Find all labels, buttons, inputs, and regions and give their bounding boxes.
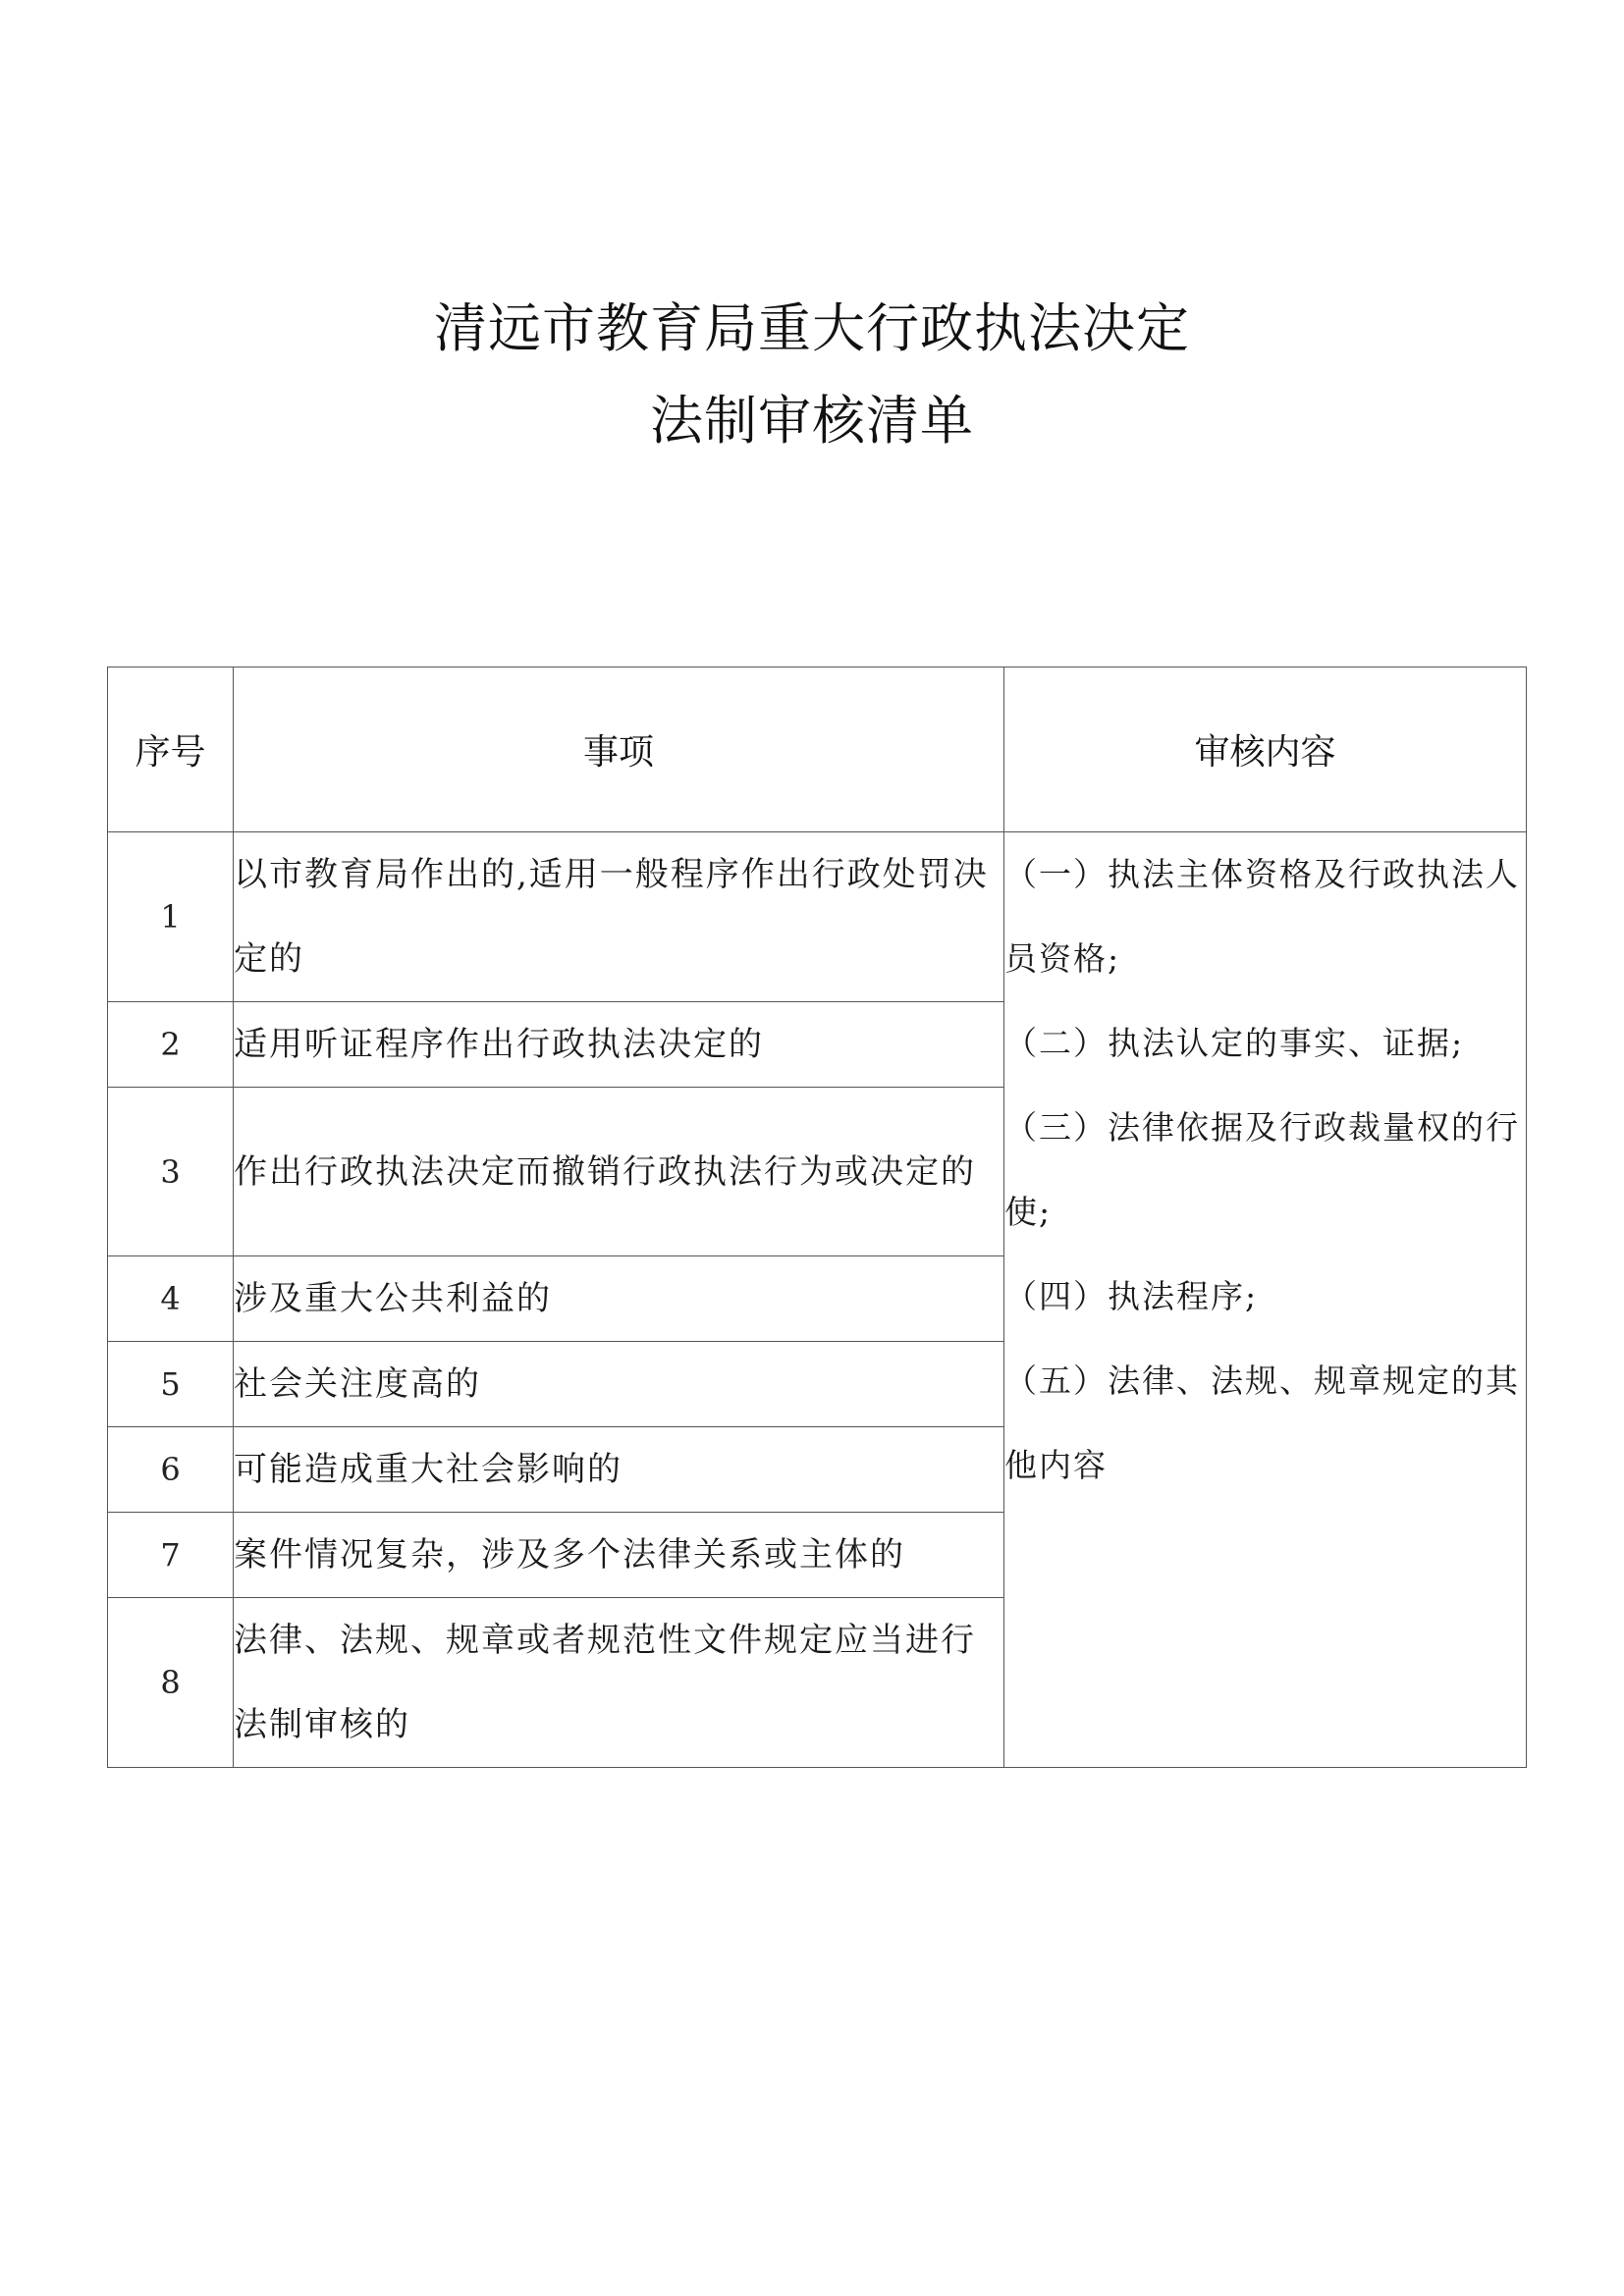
review-content-item: （三）法律依据及行政裁量权的行使; — [1004, 1108, 1520, 1231]
table-header-row — [108, 667, 1527, 832]
row-number: 8 — [108, 1598, 234, 1768]
row-number: 6 — [108, 1427, 234, 1513]
row-item: 法律、法规、规章或者规范性文件规定应当进行法制审核的 — [234, 1598, 1004, 1768]
row-number: 7 — [108, 1513, 234, 1598]
document-title — [0, 283, 1624, 467]
row-number: 2 — [108, 1002, 234, 1088]
review-content-item: （一）执法主体资格及行政执法人员资格; — [1004, 855, 1520, 978]
title-line-2: 法制审核清单 — [650, 390, 974, 452]
row-item: 涉及重大公共利益的 — [234, 1256, 1004, 1342]
row-number: 1 — [108, 832, 234, 1002]
title-line-1: 清远市教育局重大行政执法决定 — [434, 297, 1190, 359]
review-content-item: （五）法律、法规、规章规定的其他内容 — [1004, 1362, 1520, 1484]
row-item: 可能造成重大社会影响的 — [234, 1427, 1004, 1513]
row-number: 5 — [108, 1342, 234, 1427]
row-item: 适用听证程序作出行政执法决定的 — [234, 1002, 1004, 1088]
table-row — [108, 832, 1527, 1002]
header-content: 审核内容 — [1004, 667, 1527, 832]
review-content-item: （四）执法程序; — [1004, 1277, 1259, 1315]
row-item: 以市教育局作出的,适用一般程序作出行政处罚决定的 — [234, 832, 1004, 1002]
row-number: 4 — [108, 1256, 234, 1342]
review-table — [107, 667, 1527, 1768]
row-item: 社会关注度高的 — [234, 1342, 1004, 1427]
header-item: 事项 — [234, 667, 1004, 832]
row-number: 3 — [108, 1088, 234, 1256]
review-content-item: （二）执法认定的事实、证据; — [1004, 1024, 1465, 1062]
header-seq: 序号 — [108, 667, 234, 832]
review-content-cell — [1004, 832, 1527, 1768]
row-item: 案件情况复杂，涉及多个法律关系或主体的 — [234, 1513, 1004, 1598]
row-item: 作出行政执法决定而撤销行政执法行为或决定的 — [234, 1088, 1004, 1256]
